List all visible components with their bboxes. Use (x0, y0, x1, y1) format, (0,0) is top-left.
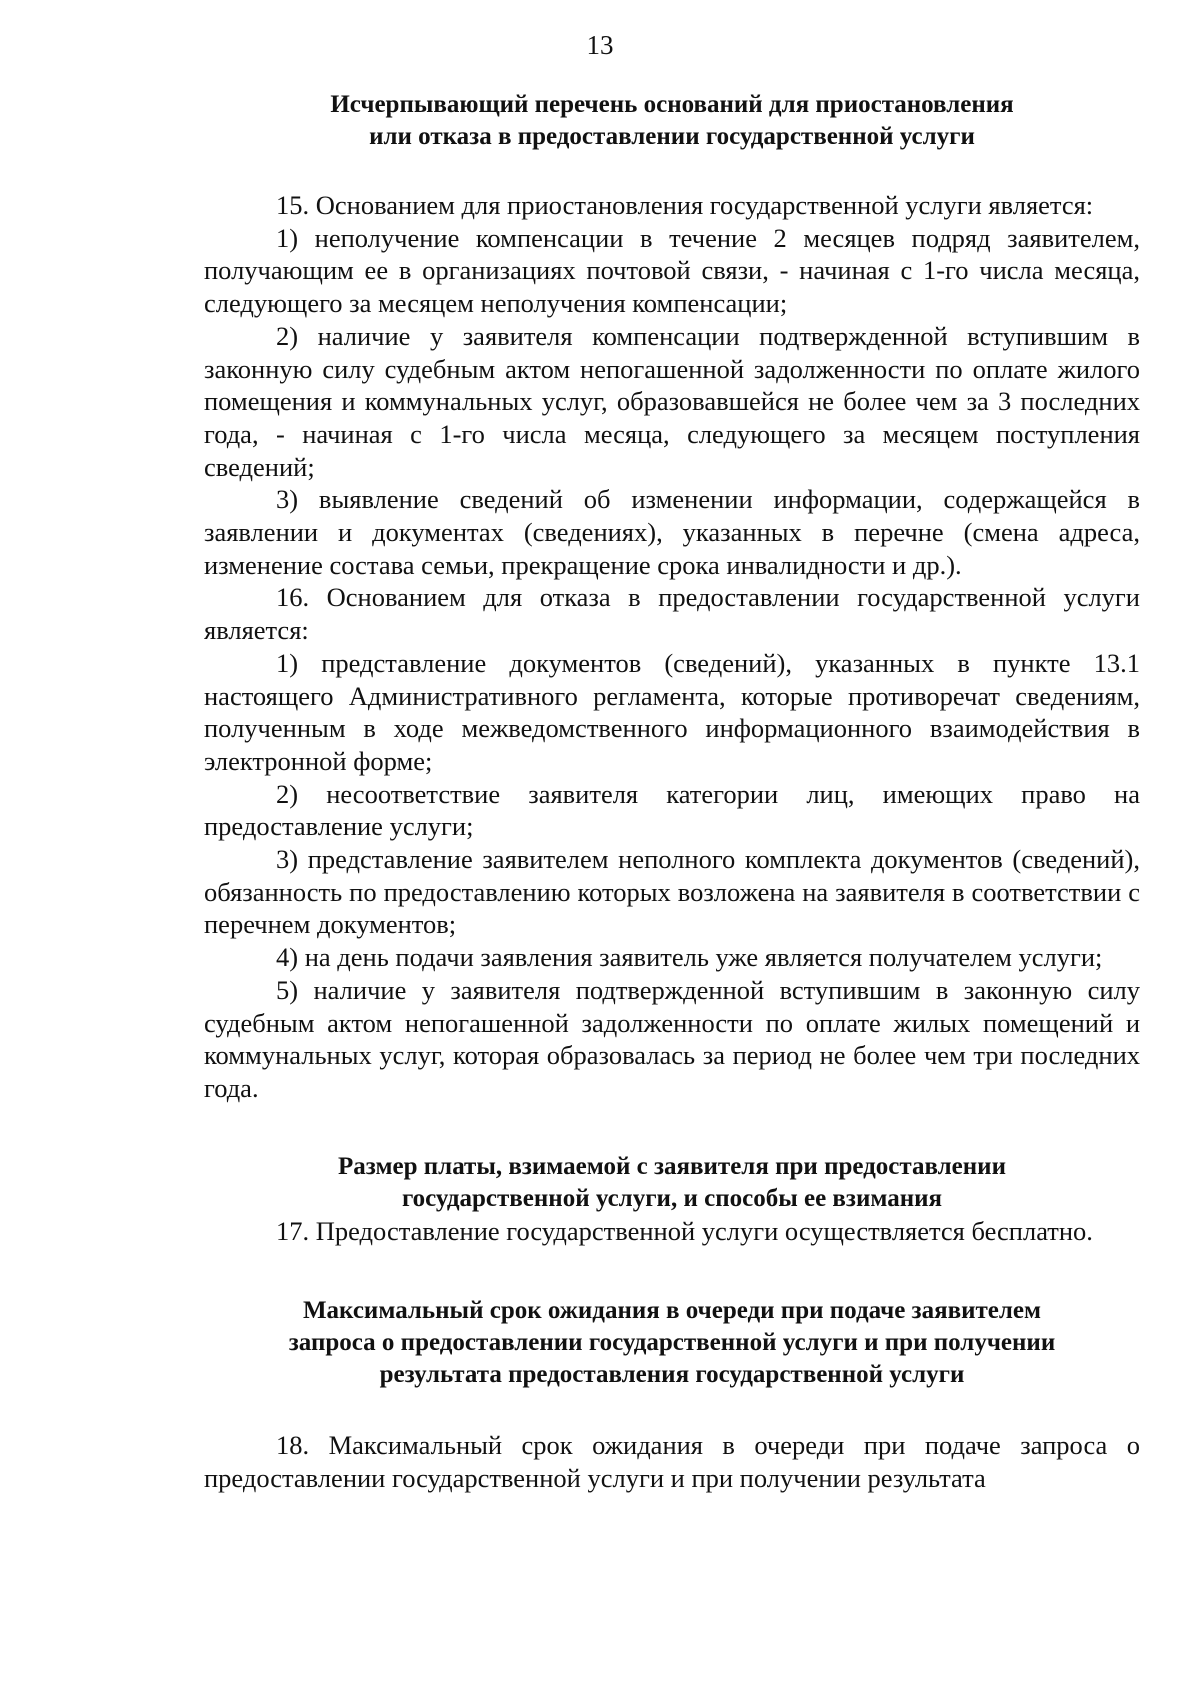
section-heading-queue (204, 1295, 1140, 1391)
section-heading-fee (204, 1151, 1140, 1215)
heading-line: Размер платы, взимаемой с заявителя при предоставлении (338, 1152, 1006, 1180)
paragraph-18: 18. Максимальный срок ожидания в очереди при подаче запроса о предоставлении государственной услуги и при получении результата (204, 1430, 1140, 1494)
paragraph-15: 15. Основанием для приостановления государственной услуги является: (276, 190, 1094, 220)
heading-line: результата предоставления государственной услуги (379, 1361, 965, 1389)
paragraph-15-item-2: 2) наличие у заявителя компенсации подтвержденной вступившим в законную силу судебным актом непогашенной задолженности по оплате жилого помещения и коммунальных услуг, образовавшейся не более чем за 3 последних года, - начиная с 1-го числа месяца, следующего за месяцем поступления сведений; (204, 320, 1140, 482)
paragraph-17: 17. Предоставление государственной услуги осуществляется бесплатно. (276, 1215, 1093, 1246)
paragraph-16: 16. Основанием для отказа в предоставлении государственной услуги является: (204, 582, 1140, 646)
paragraph-16-item-2: 2) несоответствие заявителя категории лиц, имеющих право на предоставление услуги; (204, 778, 1140, 842)
paragraph-16-item-1: 1) представление документов (сведений), указанных в пункте 13.1 настоящего Административного регламента, которые противоречат сведениям, полученным в ходе межведомственного информационного взаимодействия в электронной форме; (204, 647, 1140, 776)
paragraph-15-item-3: 3) выявление сведений об изменении информации, содержащейся в заявлении и документах (сведениях), указанных в перечне (смена адреса, изменение состава семьи, прекращение срока инвалидности и др.). (204, 484, 1140, 580)
paragraph-16-item-4: 4) на день подачи заявления заявитель уже является получателем услуги; (276, 942, 1103, 973)
heading-line: запроса о предоставлении государственной услуги и при получении (288, 1329, 1056, 1357)
page-number: 13 (586, 30, 614, 60)
document-body (204, 89, 1140, 1495)
heading-line: государственной услуги, и способы ее взимания (401, 1184, 943, 1212)
section-heading-grounds (204, 89, 1140, 153)
paragraph-16-item-5: 5) наличие у заявителя подтвержденной вступившим в законную силу судебным актом непогашенной задолженности по оплате жилых помещений и коммунальных услуг, которая образовалась за период не более чем три последних года. (204, 974, 1140, 1103)
paragraph-15-item-1: 1) неполучение компенсации в течение 2 месяцев подряд заявителем, получающим ее в организациях почтовой связи, - начиная с 1-го числа месяца, следующего за месяцем неполучения компенсации; (204, 222, 1140, 319)
paragraph-16-item-3: 3) представление заявителем неполного комплекта документов (сведений), обязанность по предоставлению которых возложена на заявителя в соответствии с перечнем документов; (204, 844, 1140, 940)
heading-line: Исчерпывающий перечень оснований для приостановления (330, 91, 1014, 118)
heading-line: Максимальный срок ожидания в очереди при подаче заявителем (302, 1297, 1042, 1325)
heading-line: или отказа в предоставлении государственной услуги (369, 123, 975, 150)
